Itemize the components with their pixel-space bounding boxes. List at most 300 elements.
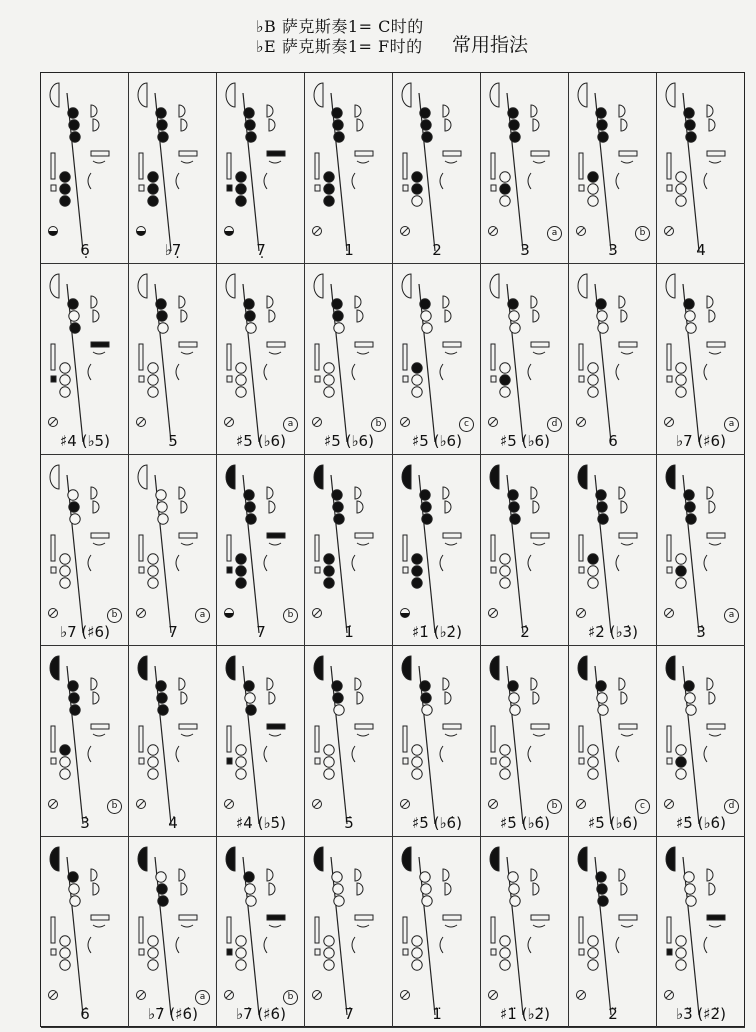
title-common-fingerings: 常用指法: [452, 34, 529, 56]
right-hand-tone-hole: [60, 363, 70, 373]
note-label: 1̇: [344, 623, 354, 641]
side-key: [267, 724, 285, 729]
low-key-guard: [616, 173, 619, 189]
side-key: [179, 915, 197, 920]
palm-key: [445, 883, 451, 895]
palm-key: [445, 692, 451, 704]
fingering-diagram: [393, 837, 481, 1028]
fingering-cell: [41, 73, 129, 264]
fingering-diagram: [569, 837, 657, 1028]
left-hand-tone-hole: [510, 896, 520, 906]
thumb-key-stack: [139, 726, 143, 752]
right-hand-tone-hole: [60, 948, 70, 958]
fingering-cell: [129, 646, 217, 837]
left-hand-tone-hole: [684, 872, 694, 882]
title-line-eb-sax: ♭E 萨克斯奏1= F时的: [256, 37, 423, 56]
palm-key: [621, 692, 627, 704]
left-hand-tone-hole: [244, 108, 254, 118]
fingering-diagram: [41, 73, 129, 264]
thumb-key-stack: [139, 917, 143, 943]
side-key: [91, 533, 109, 538]
low-key-guard: [704, 364, 707, 380]
low-key-guard: [88, 937, 91, 953]
octave-key: [226, 847, 235, 871]
right-hand-tone-hole: [236, 769, 246, 779]
variant-badge: b: [635, 226, 650, 241]
side-key: [179, 342, 197, 347]
right-hand-tone-hole: [500, 184, 510, 194]
thumb-key-stack: [139, 344, 143, 370]
right-hand-tone-hole: [148, 769, 158, 779]
left-hand-tone-hole: [70, 514, 80, 524]
right-hand-tone-hole: [60, 172, 70, 182]
fingering-cell: [569, 646, 657, 837]
left-hand-tone-hole: [421, 884, 431, 894]
thumb-key-stack: [491, 344, 495, 370]
note-label: 5: [168, 432, 178, 450]
right-hand-tone-hole: [60, 566, 70, 576]
left-hand-tone-hole: [597, 311, 607, 321]
fingering-cell: [217, 264, 305, 455]
fingering-cell: [305, 73, 393, 264]
variant-badge: a: [195, 608, 210, 623]
palm-key: [269, 310, 275, 322]
left-hand-tone-hole: [332, 490, 342, 500]
right-hand-tone-hole: [676, 387, 686, 397]
low-key-guard: [440, 746, 443, 762]
left-hand-tone-hole: [69, 120, 79, 130]
palm-key: [707, 869, 713, 881]
right-hand-tone-hole: [324, 578, 334, 588]
right-hand-tone-hole: [412, 769, 422, 779]
palm-key: [355, 487, 361, 499]
palm-key: [357, 692, 363, 704]
side-key: [619, 533, 637, 538]
low-key-guard: [176, 173, 179, 189]
right-hand-tone-hole: [236, 566, 246, 576]
side-key: [707, 342, 725, 347]
right-hand-tone-hole: [324, 936, 334, 946]
note-label: ♯5̇ (♭6̇): [676, 814, 726, 832]
octave-key: [314, 274, 323, 298]
left-hand-tone-hole: [685, 120, 695, 130]
side-key: [619, 915, 637, 920]
note-label: 4̇: [168, 814, 178, 832]
variant-badge: c: [459, 417, 474, 432]
variant-badge: b: [283, 990, 298, 1005]
right-hand-tone-hole: [412, 387, 422, 397]
fingering-cell: [569, 73, 657, 264]
fingering-cell: [481, 455, 569, 646]
palm-key: [619, 105, 625, 117]
right-hand-tone-hole: [500, 566, 510, 576]
fingering-cell: [305, 264, 393, 455]
right-hand-tone-hole: [236, 375, 246, 385]
fingering-cell: [393, 73, 481, 264]
right-hand-tone-hole: [60, 196, 70, 206]
note-label: ♯5̇ (♭6̇): [412, 814, 462, 832]
low-key-guard: [352, 173, 355, 189]
right-hand-tone-hole: [676, 948, 686, 958]
right-hand-tone-hole: [500, 363, 510, 373]
left-hand-tone-hole: [332, 681, 342, 691]
right-hand-tone-hole: [60, 578, 70, 588]
low-key-guard: [440, 364, 443, 380]
side-key: [91, 915, 109, 920]
right-hand-tone-hole: [324, 363, 334, 373]
fingering-cell: [41, 646, 129, 837]
left-hand-tone-hole: [597, 884, 607, 894]
left-hand-tone-hole: [245, 311, 255, 321]
side-key: [91, 724, 109, 729]
low-key-guard: [176, 937, 179, 953]
note-label: ♯5 (♭6): [500, 432, 550, 450]
left-hand-tone-hole: [333, 884, 343, 894]
octave-key: [226, 83, 235, 107]
fingering-diagram: [41, 264, 129, 455]
fingering-cell: [393, 837, 481, 1028]
right-hand-tone-hole: [324, 566, 334, 576]
right-hand-tone-hole: [676, 757, 686, 767]
right-hand-tone-hole: [236, 363, 246, 373]
low-key-guard: [528, 555, 531, 571]
palm-key: [533, 501, 539, 513]
side-key: [619, 342, 637, 347]
thumb-key-stack: [667, 726, 671, 752]
left-hand-tone-hole: [596, 681, 606, 691]
left-hand-tone-hole: [509, 311, 519, 321]
palm-key: [93, 119, 99, 131]
low-key-guard: [352, 937, 355, 953]
right-hand-tone-hole: [324, 184, 334, 194]
palm-key: [269, 119, 275, 131]
octave-key: [50, 465, 59, 489]
right-hand-tone-hole: [412, 745, 422, 755]
fingering-diagram: [41, 837, 129, 1028]
right-hand-tone-hole: [500, 172, 510, 182]
left-hand-tone-hole: [68, 299, 78, 309]
thumb-key-stack: [139, 153, 143, 179]
left-hand-tone-hole: [684, 299, 694, 309]
left-hand-tone-hole: [156, 490, 166, 500]
palm-key: [707, 105, 713, 117]
right-hand-tone-hole: [148, 578, 158, 588]
low-key-guard: [352, 555, 355, 571]
octave-key: [666, 847, 675, 871]
left-hand-tone-hole: [421, 311, 431, 321]
variant-badge: b: [283, 608, 298, 623]
side-key: [443, 342, 461, 347]
left-hand-tone-hole: [510, 705, 520, 715]
left-hand-tone-hole: [156, 681, 166, 691]
low-key-guard: [264, 173, 267, 189]
thumb-key-stack: [667, 535, 671, 561]
palm-key: [91, 678, 97, 690]
fingering-cell: [657, 646, 745, 837]
left-hand-tone-hole: [598, 514, 608, 524]
right-hand-tone-hole: [60, 554, 70, 564]
left-hand-tone-hole: [596, 490, 606, 500]
left-hand-tone-hole: [244, 872, 254, 882]
left-hand-tone-hole: [69, 884, 79, 894]
thumb-key-stack: [315, 153, 319, 179]
palm-key: [269, 692, 275, 704]
palm-key: [267, 678, 273, 690]
palm-key: [445, 501, 451, 513]
palm-key: [179, 869, 185, 881]
palm-key: [91, 869, 97, 881]
right-hand-tone-hole: [588, 554, 598, 564]
right-hand-tone-hole: [60, 936, 70, 946]
palm-key: [181, 501, 187, 513]
right-hand-tone-hole: [60, 387, 70, 397]
octave-key: [490, 274, 499, 298]
variant-badge: b: [107, 608, 122, 623]
fingering-cell: [217, 837, 305, 1028]
low-key-guard: [528, 364, 531, 380]
left-hand-tone-hole: [508, 872, 518, 882]
note-label: ♭7̇ (♯6̇): [236, 1005, 286, 1023]
variant-badge: a: [283, 417, 298, 432]
fingering-cell: [657, 455, 745, 646]
octave-key: [50, 847, 59, 871]
right-hand-tone-hole: [500, 936, 510, 946]
fingering-diagram: [657, 73, 745, 264]
note-label: ♭7̣: [164, 241, 182, 259]
low-key-guard: [616, 364, 619, 380]
right-hand-tone-hole: [324, 387, 334, 397]
left-hand-tone-hole: [245, 884, 255, 894]
fingering-diagram: [393, 73, 481, 264]
right-hand-tone-hole: [236, 578, 246, 588]
thumb-key-stack: [315, 344, 319, 370]
low-key-guard: [264, 937, 267, 953]
title-line-bb-sax: ♭B 萨克斯奏1= C时的: [256, 17, 424, 36]
octave-key: [402, 656, 411, 680]
fingering-cell: [217, 455, 305, 646]
palm-key: [531, 869, 537, 881]
left-hand-tone-hole: [686, 705, 696, 715]
fingering-diagram: [569, 455, 657, 646]
thumb-key-stack: [491, 917, 495, 943]
fingering-diagram: [305, 646, 393, 837]
left-hand-tone-hole: [597, 502, 607, 512]
right-hand-tone-hole: [236, 960, 246, 970]
right-hand-tone-hole: [500, 769, 510, 779]
note-label: 3̇: [696, 623, 706, 641]
left-hand-tone-hole: [70, 705, 80, 715]
right-hand-tone-hole: [588, 387, 598, 397]
left-hand-tone-hole: [684, 108, 694, 118]
right-hand-tone-hole: [676, 375, 686, 385]
fingering-diagram: [217, 646, 305, 837]
left-hand-tone-hole: [422, 896, 432, 906]
fingering-cell: [305, 646, 393, 837]
left-hand-tone-hole: [244, 681, 254, 691]
side-key: [707, 151, 725, 156]
note-label: 2: [432, 241, 442, 259]
right-hand-tone-hole: [588, 184, 598, 194]
palm-key: [709, 883, 715, 895]
side-key: [443, 724, 461, 729]
octave-key: [314, 847, 323, 871]
variant-badge: d: [547, 417, 562, 432]
left-hand-tone-hole: [69, 502, 79, 512]
right-hand-tone-hole: [324, 172, 334, 182]
right-hand-tone-hole: [412, 184, 422, 194]
left-hand-tone-hole: [510, 323, 520, 333]
palm-key: [179, 296, 185, 308]
right-hand-tone-hole: [676, 745, 686, 755]
left-hand-tone-hole: [422, 514, 432, 524]
fingering-diagram: [217, 73, 305, 264]
palm-key: [621, 310, 627, 322]
note-label: ♯5̇ (♭6̇): [500, 814, 550, 832]
right-hand-tone-hole: [676, 184, 686, 194]
palm-key: [533, 692, 539, 704]
palm-key: [93, 883, 99, 895]
side-key: [355, 342, 373, 347]
side-key: [179, 151, 197, 156]
left-hand-tone-hole: [508, 490, 518, 500]
fingering-cell: [305, 837, 393, 1028]
note-label: 7̇: [344, 1005, 354, 1023]
octave-key: [138, 465, 147, 489]
left-hand-tone-hole: [68, 872, 78, 882]
palm-key: [267, 869, 273, 881]
left-hand-tone-hole: [421, 120, 431, 130]
thumb-key-stack: [227, 344, 231, 370]
right-hand-tone-hole: [60, 757, 70, 767]
fingering-cell: [217, 646, 305, 837]
right-hand-tone-hole: [324, 757, 334, 767]
left-hand-tone-hole: [157, 120, 167, 130]
right-hand-tone-hole: [676, 769, 686, 779]
right-hand-tone-hole: [324, 554, 334, 564]
left-hand-tone-hole: [421, 693, 431, 703]
side-key: [179, 724, 197, 729]
left-hand-tone-hole: [70, 896, 80, 906]
left-hand-tone-hole: [245, 693, 255, 703]
side-key: [443, 151, 461, 156]
side-key: [707, 533, 725, 538]
low-key-guard: [440, 555, 443, 571]
fingering-diagram: [305, 455, 393, 646]
thumb-key-stack: [403, 726, 407, 752]
octave-key: [490, 656, 499, 680]
right-hand-tone-hole: [412, 554, 422, 564]
left-hand-tone-hole: [332, 299, 342, 309]
right-hand-tone-hole: [236, 554, 246, 564]
left-hand-tone-hole: [598, 132, 608, 142]
right-hand-tone-hole: [500, 960, 510, 970]
left-hand-tone-hole: [245, 502, 255, 512]
palm-key: [181, 692, 187, 704]
note-label: ♭3̈ (♯2̈): [676, 1005, 726, 1023]
note-label: 6̣: [80, 241, 90, 259]
right-hand-tone-hole: [236, 184, 246, 194]
right-hand-tone-hole: [676, 554, 686, 564]
right-hand-tone-hole: [676, 960, 686, 970]
fingering-grid: [40, 72, 745, 1027]
fingering-diagram: [657, 837, 745, 1028]
fingering-cell: [481, 73, 569, 264]
thumb-key-stack: [51, 535, 55, 561]
thumb-key-stack: [403, 344, 407, 370]
thumb-key-stack: [51, 344, 55, 370]
note-label: 3: [520, 241, 530, 259]
left-hand-tone-hole: [157, 502, 167, 512]
palm-key: [267, 105, 273, 117]
left-hand-tone-hole: [685, 502, 695, 512]
note-label: 7: [168, 623, 178, 641]
side-key: [707, 724, 725, 729]
octave-key: [402, 465, 411, 489]
palm-key: [355, 678, 361, 690]
left-hand-tone-hole: [157, 693, 167, 703]
right-hand-tone-hole: [148, 960, 158, 970]
palm-key: [357, 119, 363, 131]
right-hand-tone-hole: [148, 387, 158, 397]
variant-badge: a: [724, 608, 739, 623]
right-hand-tone-hole: [500, 578, 510, 588]
palm-key: [91, 487, 97, 499]
palm-key: [445, 119, 451, 131]
left-hand-tone-hole: [597, 120, 607, 130]
note-label: 7: [256, 623, 266, 641]
right-hand-tone-hole: [236, 745, 246, 755]
right-hand-tone-hole: [676, 363, 686, 373]
right-hand-tone-hole: [236, 387, 246, 397]
side-key: [355, 915, 373, 920]
note-label: ♯1̇ (♭2̇): [412, 623, 462, 641]
palm-key: [533, 310, 539, 322]
palm-key: [91, 105, 97, 117]
right-hand-tone-hole: [324, 769, 334, 779]
octave-key: [578, 274, 587, 298]
palm-key: [619, 296, 625, 308]
side-key: [531, 915, 549, 920]
fingering-cell: [129, 264, 217, 455]
left-hand-tone-hole: [244, 490, 254, 500]
variant-badge: a: [547, 226, 562, 241]
right-hand-tone-hole: [676, 196, 686, 206]
variant-badge: c: [635, 799, 650, 814]
right-hand-tone-hole: [236, 936, 246, 946]
side-key: [619, 151, 637, 156]
palm-key: [445, 310, 451, 322]
right-hand-tone-hole: [500, 387, 510, 397]
octave-key: [578, 656, 587, 680]
thumb-key-stack: [51, 917, 55, 943]
right-hand-tone-hole: [676, 172, 686, 182]
right-hand-tone-hole: [148, 948, 158, 958]
low-key-guard: [176, 555, 179, 571]
palm-key: [267, 487, 273, 499]
variant-badge: a: [724, 417, 739, 432]
palm-key: [355, 869, 361, 881]
right-hand-tone-hole: [412, 196, 422, 206]
palm-key: [443, 296, 449, 308]
right-hand-tone-hole: [412, 566, 422, 576]
palm-key: [707, 678, 713, 690]
left-hand-tone-hole: [420, 299, 430, 309]
palm-key: [181, 119, 187, 131]
left-hand-tone-hole: [68, 108, 78, 118]
variant-badge: d: [724, 799, 739, 814]
fingering-diagram: [129, 73, 217, 264]
palm-key: [357, 310, 363, 322]
